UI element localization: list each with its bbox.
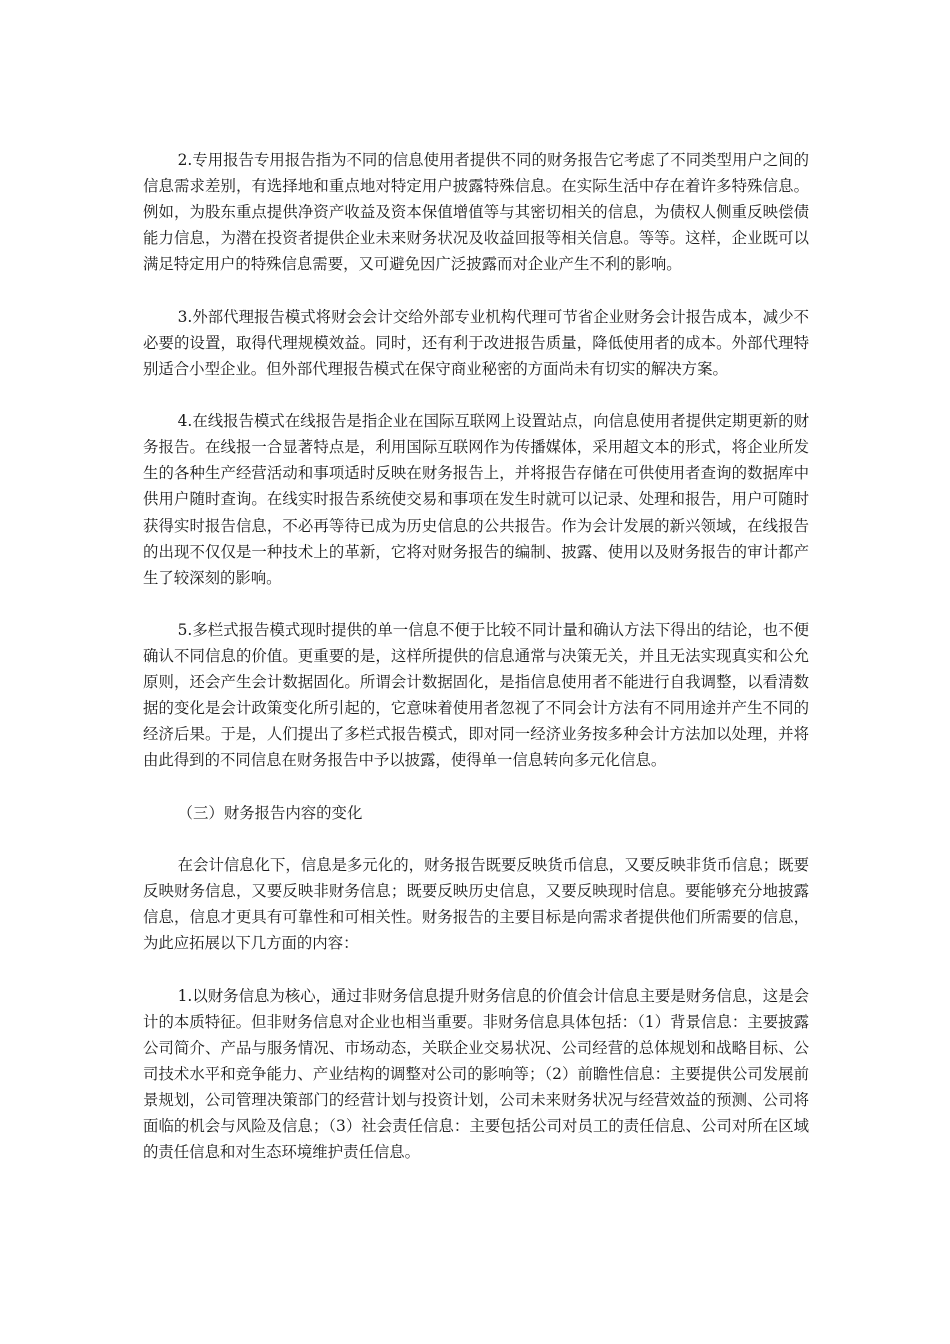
paragraph-non-financial-information: 1.以财务信息为核心，通过非财务信息提升财务信息的价值会计信息主要是财务信息，这是会计的本质特征。但非财务信息对企业也相当重要。非财务信息具体包括：（1）背景信息：主要披露公司简介、产品与服务情况、市场动态，关联企业交易状况、公司经营的总体规划和战略目标、公司技术水平和竞争能力、产业结构的调整对公司的影响等；（2）前瞻性信息：主要提供公司发展前景规划，公司管理决策部门的经营计划与投资计划，公司未来财务状况与经营效益的预测、公司将面临的机会与风险及信息；（3）社会责任信息：主要包括公司对员工的责任信息、公司对所在区域的责任信息和对生态环境维护责任信息。	[143, 986, 809, 1162]
paragraph-special-report: 2.专用报告专用报告指为不同的信息使用者提供不同的财务报告它考虑了不同类型用户之间的信息需求差别，有选择地和重点地对特定用户披露特殊信息。在实际生活中存在着许多特殊信息。例如，为股东重点提供净资产收益及资本保值增值等与其密切相关的信息，为债权人侧重反映偿债能力信息，为潜在投资者提供企业未来财务状况及收益回报等相关信息。等等。这样，企业既可以满足特定用户的特殊信息需要，又可避免因广泛披露而对企业产生不利的影响。	[143, 151, 809, 274]
paragraph-online-report: 4.在线报告模式在线报告是指企业在国际互联网上设置站点，向信息使用者提供定期更新的财务报告。在线报一合显著特点是，利用国际互联网作为传播媒体，采用超文本的形式，将企业所发生的各种生产经营活动和事项适时反映在财务报告上，并将报告存储在可供使用者查询的数据库中供用户随时查询。在线实时报告系统使交易和事项在发生时就可以记录、处理和报告，用户可随时获得实时报告信息，不必再等待已成为历史信息的公共报告。作为会计发展的新兴领域，在线报告的出现不仅仅是一种技术上的革新，它将对财务报告的编制、披露、使用以及财务报告的审计都产生了较深刻的影响。	[143, 412, 809, 587]
paragraph-external-agency-report: 3.外部代理报告模式将财会会计交给外部专业机构代理可节省企业财务会计报告成本，减少不必要的设置，取得代理规模效益。同时，还有利于改进报告质量，降低使用者的成本。外部代理特别适合小型企业。但外部代理报告模式在保守商业秘密的方面尚未有切实的解决方案。	[143, 307, 809, 378]
section-heading-content-changes: （三）财务报告内容的变化	[177, 803, 363, 822]
paragraph-multi-column-report: 5.多栏式报告模式现时提供的单一信息不便于比较不同计量和确认方法下得出的结论，也不便确认不同信息的价值。更重要的是，这样所提供的信息通常与决策无关，并且无法实现真实和公允原则，还会产生会计数据固化。所谓会计数据固化，是指信息使用者不能进行自我调整，以看清数据的变化是会计政策变化所引起的，它意味着使用者忽视了不同会计方法有不同用途并产生不同的经济后果。于是，人们提出了多栏式报告模式，即对同一经济业务按多种会计方法加以处理，并将由此得到的不同信息在财务报告中予以披露，使得单一信息转向多元化信息。	[143, 620, 809, 770]
paragraph-information-diversification: 在会计信息化下，信息是多元化的，财务报告既要反映货币信息，又要反映非货币信息；既要反映财务信息，又要反映非财务信息；既要反映历史信息，又要反映现时信息。要能够充分地披露信息，信息才更具有可靠性和可相关性。财务报告的主要目标是向需求者提供他们所需要的信息，为此应拓展以下几方面的内容：	[143, 856, 809, 953]
document-body	[143, 147, 809, 1191]
